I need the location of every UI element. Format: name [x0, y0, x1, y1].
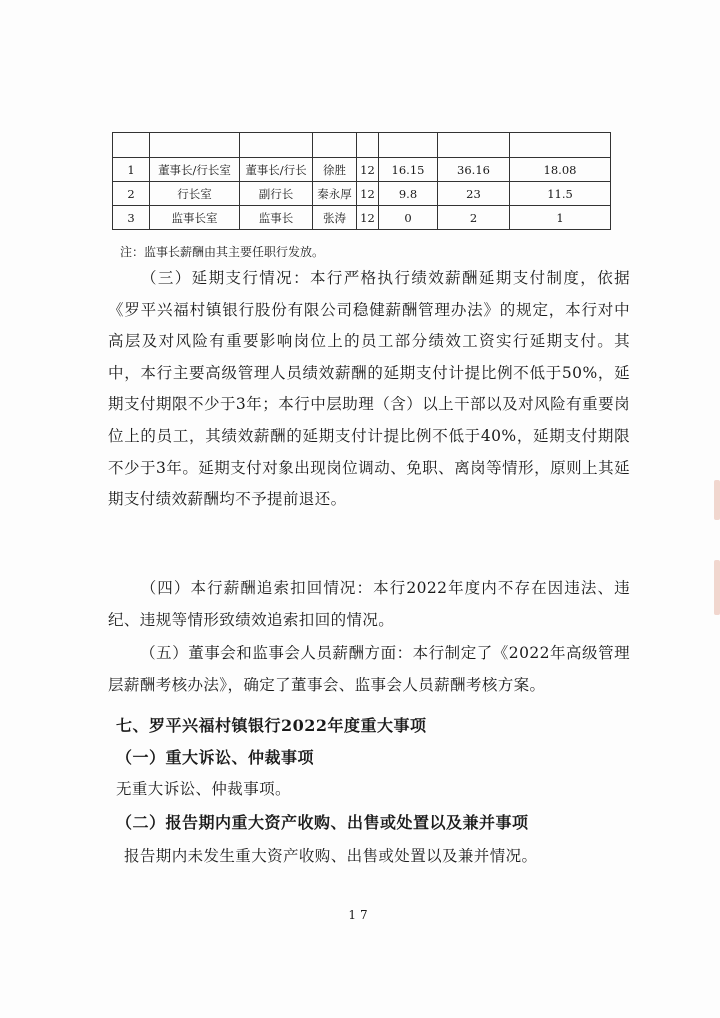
table-cell: 0: [379, 206, 438, 230]
table-cell: 18.08: [510, 158, 611, 182]
table-cell: 11.5: [510, 182, 611, 206]
table-cell: 副行长: [240, 182, 313, 206]
paragraph-text: （四）本行薪酬追索扣回情况：本行2022年度内不存在因违法、违纪、违规等情形致绩效追索扣回的情况。: [108, 579, 630, 629]
table-cell: 9.8: [379, 182, 438, 206]
table-note: 注：监事长薪酬由其主要任职行发放。: [120, 245, 325, 259]
table-cell: 董事长/行长: [240, 158, 313, 182]
table-header-cell: [240, 133, 313, 158]
table-header-cell: [438, 133, 510, 158]
table-cell: 徐胜: [313, 158, 357, 182]
table-cell: 监事长室: [150, 206, 240, 230]
table-cell: 3: [113, 206, 150, 230]
table-cell: 2: [113, 182, 150, 206]
table-cell: 12: [357, 182, 379, 206]
table-cell: 监事长: [240, 206, 313, 230]
table-cell: 23: [438, 182, 510, 206]
table-row: [113, 182, 611, 206]
table-row: [113, 206, 611, 230]
salary-table: [112, 132, 611, 230]
table-header-cell: [510, 133, 611, 158]
subsection-heading: （二）报告期内重大资产收购、出售或处置以及兼并事项: [116, 813, 529, 832]
table-header-cell: [113, 133, 150, 158]
table-cell: 12: [357, 158, 379, 182]
table-header-row: [113, 133, 611, 158]
table-cell: 2: [438, 206, 510, 230]
table-row: [113, 158, 611, 182]
paragraph-deferred-payment: [108, 263, 630, 516]
table-cell: 秦永厚: [313, 182, 357, 206]
subsection-body: 无重大诉讼、仲裁事项。: [116, 780, 291, 798]
scan-artifact: [714, 560, 720, 615]
paragraph-board-salary: [108, 638, 630, 701]
subsection-body: 报告期内未发生重大资产收购、出售或处置以及兼并情况。: [124, 847, 538, 865]
subsection-heading: （一）重大诉讼、仲裁事项: [116, 748, 315, 767]
section-heading: 七、罗平兴福村镇银行2022年度重大事项: [116, 716, 427, 735]
table-cell: 张涛: [313, 206, 357, 230]
table-cell: 行长室: [150, 182, 240, 206]
table-cell: 16.15: [379, 158, 438, 182]
table-header-cell: [379, 133, 438, 158]
table-cell: 1: [113, 158, 150, 182]
paragraph-clawback: [108, 573, 630, 636]
table-cell: 36.16: [438, 158, 510, 182]
table-cell: 1: [510, 206, 611, 230]
table-header-cell: [313, 133, 357, 158]
paragraph-text: （三）延期支行情况：本行严格执行绩效薪酬延期支付制度，依据《罗平兴福村镇银行股份有限公司稳健薪酬管理办法》的规定，本行对中高层及对风险有重要影响岗位上的员工部分绩效工资实行延期支付。其中，本行主要高级管理人员绩效薪酬的延期支付计提比例不低于50%，延期支付期限不少于3年；本行中层助理（含）以上干部以及对风险有重要岗位上的员工，其绩效薪酬的延期支付计提比例不低于40%，延期支付期限不少于3年。延期支付对象出现岗位调动、免职、离岗等情形，原则上其延期支付绩效薪酬均不予提前退还。: [108, 269, 630, 509]
table-header-cell: [357, 133, 379, 158]
table-cell: 董事长/行长室: [150, 158, 240, 182]
paragraph-text: （五）董事会和监事会人员薪酬方面：本行制定了《2022年高级管理层薪酬考核办法》，确定了董事会、监事会人员薪酬考核方案。: [108, 644, 630, 694]
page-number: 17: [348, 908, 372, 922]
table-header-cell: [150, 133, 240, 158]
scan-artifact: [714, 480, 720, 520]
table-cell: 12: [357, 206, 379, 230]
